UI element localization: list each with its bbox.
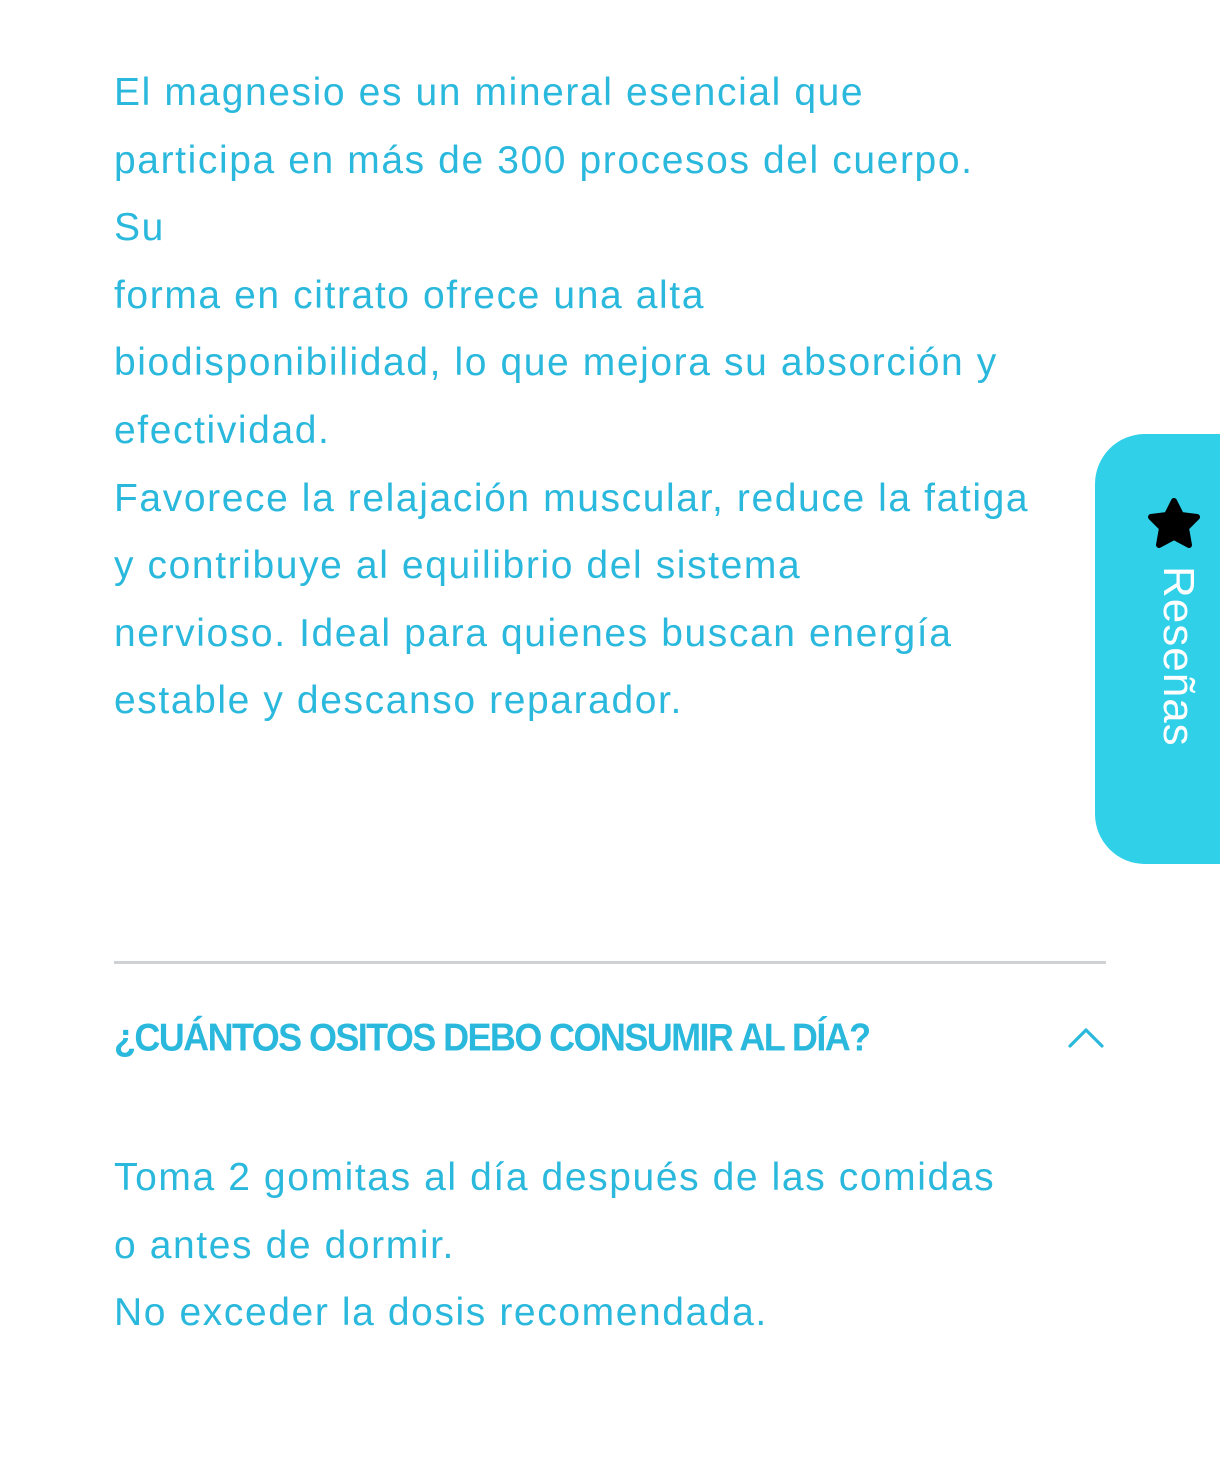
description-line: nervioso. Ideal para quienes buscan energía — [114, 611, 953, 655]
description-line: forma en citrato ofrece una alta — [114, 273, 705, 317]
star-icon — [1147, 498, 1201, 552]
answer-line: Toma 2 gomitas al día después de las comidas — [114, 1156, 996, 1199]
reviews-tab-label: Reseñas — [1154, 566, 1203, 747]
faq-toggle-dosage[interactable] — [114, 1005, 1106, 1069]
product-description — [114, 59, 1099, 735]
description-line: estable y descanso reparador. — [114, 679, 683, 723]
faq-question-title: ¿CUÁNTOS OSITOS DEBO CONSUMIR AL DÍA? — [114, 1015, 870, 1060]
description-line: biodisponibilidad, lo que mejora su absorción y — [114, 341, 998, 385]
description-line: efectividad. — [114, 408, 331, 452]
description-line: Favorece la relajación muscular, reduce la fatiga — [114, 476, 1030, 520]
description-line: El magnesio es un mineral esencial que — [114, 71, 865, 114]
description-line: participa en más de 300 procesos del cuerpo. — [114, 138, 974, 182]
description-line: Su — [114, 206, 165, 250]
faq-answer — [114, 1144, 1099, 1347]
answer-line: o antes de dormir. — [114, 1223, 455, 1267]
description-line: y contribuye al equilibrio del sistema — [114, 544, 802, 588]
reviews-tab-button[interactable] — [1095, 434, 1220, 864]
answer-line: No exceder la dosis recomendada. — [114, 1291, 768, 1335]
section-divider — [114, 961, 1106, 964]
chevron-up-icon[interactable] — [1066, 1017, 1106, 1057]
